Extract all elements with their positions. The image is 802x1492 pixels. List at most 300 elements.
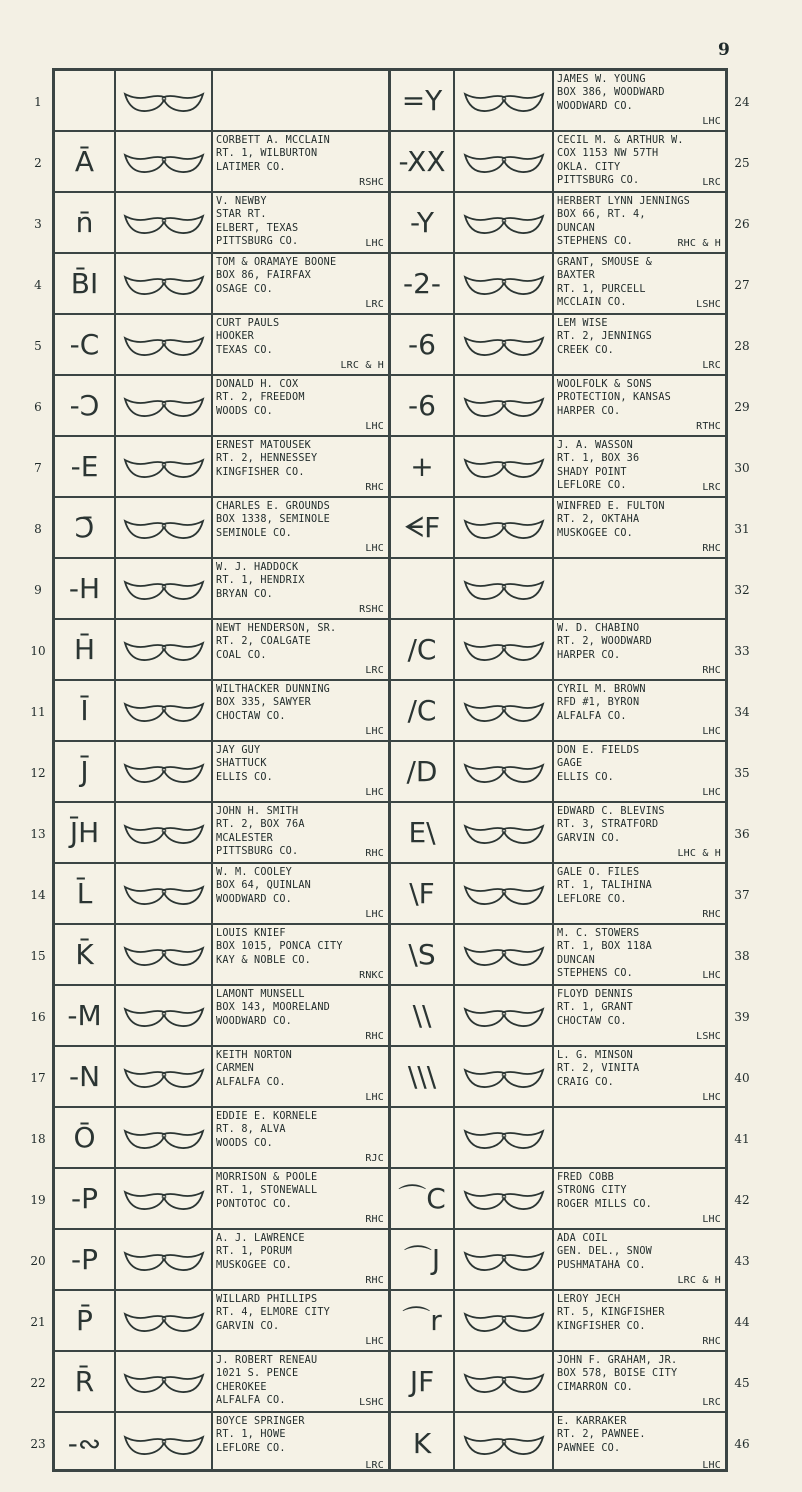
row-number-left: 23 — [30, 1436, 46, 1451]
owner-info-cell — [213, 437, 388, 496]
brand-symbol: -M — [67, 998, 102, 1032]
ear-mark-code: LRC — [365, 298, 384, 310]
ear-mark-code: RHC — [365, 1030, 384, 1042]
owner-info-cell — [213, 315, 388, 374]
row-number-right: 29 — [734, 399, 750, 414]
owner-line: RT. 3, STRATFORD — [557, 819, 659, 831]
owner-info-cell — [213, 620, 388, 679]
brand-symbol: E\ — [408, 815, 436, 849]
ear-mark-code: RHC & H — [677, 237, 721, 249]
owner-line: GRANT, SMOUSE & — [557, 257, 653, 268]
ear-mark-cell — [455, 132, 552, 191]
ear-mark-code: LRC — [702, 176, 721, 188]
ear-outline-icon — [122, 1369, 206, 1395]
owner-info-cell — [213, 132, 388, 191]
table-row — [55, 681, 725, 742]
owner-info-cell — [554, 1413, 725, 1474]
owner-info-cell — [213, 1291, 388, 1350]
row-number-right: 31 — [734, 521, 750, 536]
brand-cell — [55, 559, 114, 618]
ear-outline-icon — [122, 1003, 206, 1029]
brand-symbol: B̄I — [70, 266, 99, 300]
ear-outline-icon — [462, 210, 546, 236]
brand-symbol: H̄ — [73, 632, 96, 666]
table-row — [55, 1108, 725, 1169]
owner-line: RT. 2, VINITA — [557, 1063, 640, 1075]
owner-line: RT. 2, OKTAHA — [557, 514, 640, 526]
brand-symbol: JF — [409, 1364, 435, 1398]
brand-cell — [55, 71, 114, 130]
brand-symbol: ⌒C — [398, 1181, 446, 1215]
brand-symbol: Ā — [74, 144, 95, 178]
owner-line: PONTOTOC CO. — [216, 1198, 293, 1210]
ear-mark-cell — [116, 1352, 211, 1411]
brand-cell — [391, 986, 453, 1045]
owner-info-cell — [213, 1108, 388, 1167]
ear-mark-cell — [116, 925, 211, 984]
brand-cell — [391, 1413, 453, 1474]
ear-outline-icon — [122, 332, 206, 358]
row-number-right: 26 — [734, 216, 750, 231]
row-number-left: 20 — [30, 1253, 46, 1268]
owner-line: EDWARD C. BLEVINS — [557, 806, 665, 817]
ear-outline-icon — [122, 88, 206, 114]
owner-line: SHADY POINT — [557, 466, 627, 478]
brand-symbol: -6 — [408, 327, 436, 361]
table-row — [55, 1413, 725, 1474]
ear-mark-code: LRC — [702, 481, 721, 493]
ear-mark-cell — [116, 1230, 211, 1289]
row-number-left: 16 — [30, 1009, 46, 1024]
table-row — [55, 132, 725, 193]
brand-registry-table — [52, 68, 728, 1472]
brand-cell — [391, 254, 453, 313]
owner-line: RT. 2, WOODWARD — [557, 636, 653, 648]
page-number: 9 — [718, 40, 730, 60]
owner-line: GEN. DEL., SNOW — [557, 1246, 653, 1258]
owner-info-cell — [554, 1047, 725, 1106]
owner-info-cell — [554, 1108, 725, 1167]
owner-line: CHOCTAW CO. — [557, 1015, 627, 1027]
owner-line: RT. 1, BOX 36 — [557, 453, 640, 465]
owner-line: ROGER MILLS CO. — [557, 1198, 653, 1210]
ear-mark-code: LHC — [702, 115, 721, 127]
row-number-right: 24 — [734, 94, 750, 109]
brand-symbol: -2- — [402, 266, 442, 300]
brand-cell — [55, 193, 114, 252]
ear-mark-cell — [455, 193, 552, 252]
brand-cell — [55, 986, 114, 1045]
owner-line: JOHN H. SMITH — [216, 806, 299, 817]
owner-info-cell — [554, 498, 725, 557]
brand-symbol: R̄ — [74, 1364, 95, 1398]
owner-line: BOX 386, WOODWARD — [557, 87, 665, 99]
owner-line: WOOLFOLK & SONS — [557, 379, 653, 390]
brand-symbol: \\\ — [407, 1059, 437, 1093]
ear-mark-code: RHC — [702, 908, 721, 920]
owner-info-cell — [554, 315, 725, 374]
brand-cell — [55, 376, 114, 435]
owner-line: BOX 143, MOORELAND — [216, 1002, 331, 1014]
owner-line: RT. 1, PORUM — [216, 1246, 293, 1258]
brand-symbol: -∾ — [67, 1426, 102, 1460]
table-row — [55, 1230, 725, 1291]
owner-line: LEFLORE CO. — [216, 1442, 286, 1454]
owner-line: M. C. STOWERS — [557, 928, 640, 939]
table-row — [55, 1169, 725, 1230]
ear-mark-cell — [455, 986, 552, 1045]
owner-line: PROTECTION, KANSAS — [557, 392, 672, 404]
ear-outline-icon — [462, 1247, 546, 1273]
row-number-right: 32 — [734, 582, 750, 597]
ear-mark-cell — [455, 864, 552, 923]
owner-line: CHEROKEE — [216, 1381, 267, 1393]
row-number-left: 14 — [30, 887, 46, 902]
ear-mark-cell — [455, 254, 552, 313]
ear-mark-code: RSHC — [359, 603, 384, 615]
owner-line: W. D. CHABINO — [557, 623, 640, 634]
owner-line: RT. 5, KINGFISHER — [557, 1307, 665, 1319]
owner-line: BOX 335, SAWYER — [216, 697, 312, 709]
brand-symbol: -C — [69, 327, 100, 361]
row-number-left: 19 — [30, 1192, 46, 1207]
owner-info-cell — [213, 681, 388, 740]
owner-line: A. J. LAWRENCE — [216, 1233, 305, 1244]
owner-line: CARMEN — [216, 1063, 255, 1075]
owner-info-cell — [213, 71, 388, 130]
owner-line: MCCLAIN CO. — [557, 297, 627, 309]
ear-mark-cell — [116, 803, 211, 862]
brand-symbol: J̄ — [80, 754, 89, 788]
owner-line: RT. 2, COALGATE — [216, 636, 312, 648]
owner-info-cell — [554, 1291, 725, 1350]
table-row — [55, 803, 725, 864]
owner-line: ELBERT, TEXAS — [216, 222, 299, 234]
brand-cell — [391, 1352, 453, 1411]
owner-line: J. A. WASSON — [557, 440, 634, 451]
owner-line: PUSHMATAHA CO. — [557, 1259, 646, 1271]
row-number-left: 9 — [34, 582, 42, 597]
owner-line: KINGFISHER CO. — [216, 466, 305, 478]
owner-info-cell — [213, 925, 388, 984]
row-number-right: 40 — [734, 1070, 750, 1085]
brand-symbol: K̄ — [75, 937, 94, 971]
owner-line: STRONG CITY — [557, 1185, 627, 1197]
row-number-right: 44 — [734, 1314, 750, 1329]
brand-cell — [55, 1230, 114, 1289]
ear-outline-icon — [462, 1064, 546, 1090]
ear-outline-icon — [122, 698, 206, 724]
brand-cell — [391, 742, 453, 801]
ear-outline-icon — [122, 881, 206, 907]
owner-info-cell — [554, 986, 725, 1045]
row-number-left: 7 — [34, 460, 42, 475]
brand-symbol: Ↄ̄ — [74, 510, 95, 544]
owner-line: CHARLES E. GROUNDS — [216, 501, 331, 512]
row-number-right: 39 — [734, 1009, 750, 1024]
brand-cell — [391, 71, 453, 130]
brand-symbol: -6 — [408, 388, 436, 422]
owner-line: RT. 4, ELMORE CITY — [216, 1307, 331, 1319]
brand-cell — [391, 1047, 453, 1106]
ear-outline-icon — [462, 1186, 546, 1212]
brand-symbol: ⌒r — [402, 1303, 442, 1337]
owner-line: RT. 1, STONEWALL — [216, 1185, 318, 1197]
row-number-right: 27 — [734, 277, 750, 292]
table-row — [55, 315, 725, 376]
owner-line: BAXTER — [557, 270, 596, 282]
owner-line: OSAGE CO. — [216, 283, 274, 295]
ear-mark-cell — [116, 376, 211, 435]
ear-outline-icon — [462, 637, 546, 663]
brand-cell — [391, 193, 453, 252]
owner-line: HARPER CO. — [557, 649, 621, 661]
owner-line: LOUIS KNIEF — [216, 928, 286, 939]
owner-line: LEFLORE CO. — [557, 480, 627, 492]
brand-symbol: =Y — [401, 83, 443, 117]
brand-cell — [391, 1230, 453, 1289]
owner-info-cell — [213, 254, 388, 313]
row-number-right: 36 — [734, 826, 750, 841]
owner-line: ELLIS CO. — [557, 771, 615, 783]
owner-info-cell — [554, 71, 725, 130]
brand-symbol: J̄H — [69, 815, 100, 849]
ear-mark-cell — [116, 742, 211, 801]
ear-mark-cell — [455, 1169, 552, 1228]
brand-symbol: \F — [409, 876, 435, 910]
row-number-left: 17 — [30, 1070, 46, 1085]
ear-outline-icon — [122, 149, 206, 175]
owner-line: ALFALFA CO. — [216, 1076, 286, 1088]
ear-outline-icon — [122, 1308, 206, 1334]
owner-line: MUSKOGEE CO. — [557, 527, 634, 539]
row-number-right: 43 — [734, 1253, 750, 1268]
owner-line: STAR RT. — [216, 209, 267, 221]
ear-outline-icon — [122, 1064, 206, 1090]
ear-mark-code: LHC — [365, 542, 384, 554]
ear-mark-code: RHC — [702, 1335, 721, 1347]
table-row — [55, 925, 725, 986]
ear-mark-code: LHC — [702, 1091, 721, 1103]
brand-cell — [55, 803, 114, 862]
brand-cell — [55, 315, 114, 374]
owner-line: ADA COIL — [557, 1233, 608, 1244]
owner-info-cell — [213, 1047, 388, 1106]
owner-line: CREEK CO. — [557, 344, 615, 356]
ear-mark-cell — [455, 1291, 552, 1350]
owner-line: COAL CO. — [216, 649, 267, 661]
owner-line: BRYAN CO. — [216, 588, 274, 600]
owner-line: WOODWARD CO. — [216, 1015, 293, 1027]
ear-outline-icon — [122, 454, 206, 480]
row-number-left: 5 — [34, 338, 42, 353]
owner-line: LEROY JECH — [557, 1294, 621, 1305]
ear-outline-icon — [462, 271, 546, 297]
ear-mark-code: LHC — [365, 725, 384, 737]
brand-cell — [391, 925, 453, 984]
owner-line: FRED COBB — [557, 1172, 615, 1183]
ear-mark-code: LHC — [702, 969, 721, 981]
ear-mark-cell — [116, 193, 211, 252]
ear-outline-icon — [122, 1431, 206, 1457]
brand-cell — [55, 742, 114, 801]
owner-info-cell — [554, 132, 725, 191]
row-number-left: 15 — [30, 948, 46, 963]
owner-line: CHOCTAW CO. — [216, 710, 286, 722]
table-row — [55, 376, 725, 437]
brand-cell — [391, 376, 453, 435]
owner-info-cell — [213, 376, 388, 435]
ear-mark-code: LRC — [365, 1459, 384, 1471]
owner-info-cell — [213, 1230, 388, 1289]
ear-mark-code: RSHC — [359, 176, 384, 188]
owner-info-cell — [554, 559, 725, 618]
owner-line: RT. 1, TALIHINA — [557, 880, 653, 892]
brand-symbol: /D — [406, 754, 438, 788]
ear-mark-code: LHC — [365, 1091, 384, 1103]
owner-line: CYRIL M. BROWN — [557, 684, 646, 695]
owner-line: LAMONT MUNSELL — [216, 989, 305, 1000]
owner-line: WOODWARD CO. — [216, 893, 293, 905]
owner-line: HARPER CO. — [557, 405, 621, 417]
ear-mark-cell — [455, 1230, 552, 1289]
owner-line: CECIL M. & ARTHUR W. — [557, 135, 684, 146]
owner-line: SEMINOLE CO. — [216, 527, 293, 539]
owner-line: NEWT HENDERSON, SR. — [216, 623, 337, 634]
brand-symbol: K — [412, 1426, 432, 1460]
ear-outline-icon — [462, 1308, 546, 1334]
owner-line: GAGE — [557, 758, 583, 770]
owner-info-cell — [554, 864, 725, 923]
brand-symbol: ᗕF — [403, 510, 441, 544]
owner-line: BOX 64, QUINLAN — [216, 880, 312, 892]
owner-line: DUNCAN — [557, 954, 596, 966]
brand-cell — [55, 681, 114, 740]
owner-line: EDDIE E. KORNELE — [216, 1111, 318, 1122]
owner-line: WILLARD PHILLIPS — [216, 1294, 318, 1305]
ear-mark-cell — [455, 681, 552, 740]
owner-line: ERNEST MATOUSEK — [216, 440, 312, 451]
owner-line: GARVIN CO. — [216, 1320, 280, 1332]
ear-mark-cell — [455, 1413, 552, 1474]
ear-mark-cell — [116, 437, 211, 496]
owner-line: CRAIG CO. — [557, 1076, 615, 1088]
ear-outline-icon — [462, 820, 546, 846]
table-row — [55, 498, 725, 559]
owner-line: RT. 1, BOX 118A — [557, 941, 653, 953]
owner-line: RT. 8, ALVA — [216, 1124, 286, 1136]
owner-line: CORBETT A. MCCLAIN — [216, 135, 331, 146]
owner-info-cell — [554, 1169, 725, 1228]
ear-mark-code: LHC — [702, 786, 721, 798]
ear-mark-code: LSHC — [359, 1396, 384, 1408]
ear-mark-code: LHC — [365, 237, 384, 249]
ear-outline-icon — [462, 454, 546, 480]
ear-mark-cell — [455, 925, 552, 984]
owner-line: RT. 2, BOX 76A — [216, 819, 305, 831]
owner-info-cell — [554, 803, 725, 862]
owner-line: CIMARRON CO. — [557, 1381, 634, 1393]
ear-mark-code: RJC — [365, 1152, 384, 1164]
ear-mark-cell — [116, 559, 211, 618]
row-number-right: 28 — [734, 338, 750, 353]
brand-cell — [55, 1291, 114, 1350]
table-row — [55, 864, 725, 925]
ear-mark-cell — [455, 742, 552, 801]
ear-mark-cell — [116, 986, 211, 1045]
owner-line: RT. 1, WILBURTON — [216, 148, 318, 160]
owner-line: 1021 S. PENCE — [216, 1368, 299, 1380]
owner-line: RT. 1, HOWE — [216, 1429, 286, 1441]
owner-info-cell — [213, 193, 388, 252]
owner-line: KEITH NORTON — [216, 1050, 293, 1061]
row-number-left: 21 — [30, 1314, 46, 1329]
owner-line: ALFALFA CO. — [557, 710, 627, 722]
brand-symbol: -E — [70, 449, 99, 483]
owner-line: PITTSBURG CO. — [216, 846, 299, 858]
ear-outline-icon — [462, 942, 546, 968]
ear-outline-icon — [122, 637, 206, 663]
owner-line: PAWNEE CO. — [557, 1442, 621, 1454]
row-number-right: 38 — [734, 948, 750, 963]
ear-outline-icon — [122, 1247, 206, 1273]
owner-line: ALFALFA CO. — [216, 1395, 286, 1407]
brand-symbol: -Y — [410, 205, 434, 239]
owner-info-cell — [554, 681, 725, 740]
ear-mark-code: LRC & H — [340, 359, 384, 371]
brand-cell — [391, 681, 453, 740]
brand-cell — [55, 925, 114, 984]
owner-line: ELLIS CO. — [216, 771, 274, 783]
brand-cell — [55, 1413, 114, 1474]
brand-cell — [391, 620, 453, 679]
ear-outline-icon — [462, 759, 546, 785]
row-number-left: 8 — [34, 521, 42, 536]
brand-symbol: -P — [71, 1242, 98, 1276]
owner-line: RT. 1, HENDRIX — [216, 575, 305, 587]
row-number-right: 46 — [734, 1436, 750, 1451]
ear-mark-cell — [455, 498, 552, 557]
ear-mark-cell — [116, 1291, 211, 1350]
owner-info-cell — [554, 254, 725, 313]
ear-mark-code: LHC — [365, 908, 384, 920]
ear-mark-cell — [455, 1352, 552, 1411]
owner-line: LEM WISE — [557, 318, 608, 329]
owner-info-cell — [554, 925, 725, 984]
ear-mark-code: LRC — [702, 1396, 721, 1408]
owner-line: JOHN F. GRAHAM, JR. — [557, 1355, 678, 1366]
brand-symbol: L̄ — [76, 876, 93, 910]
ear-outline-icon — [462, 1125, 546, 1151]
brand-cell — [391, 1108, 453, 1167]
brand-symbol: Ī — [80, 693, 89, 727]
table-row — [55, 1291, 725, 1352]
ear-outline-icon — [122, 1186, 206, 1212]
row-number-left: 22 — [30, 1375, 46, 1390]
ear-mark-cell — [455, 620, 552, 679]
ear-mark-cell — [455, 1108, 552, 1167]
brand-cell — [55, 620, 114, 679]
ear-mark-cell — [116, 254, 211, 313]
ear-outline-icon — [462, 1003, 546, 1029]
brand-cell — [55, 498, 114, 557]
ear-mark-cell — [116, 1108, 211, 1167]
brand-symbol: -Ↄ — [69, 388, 100, 422]
row-number-right: 33 — [734, 643, 750, 658]
ear-mark-code: LHC — [365, 420, 384, 432]
owner-info-cell — [554, 376, 725, 435]
brand-cell — [55, 864, 114, 923]
